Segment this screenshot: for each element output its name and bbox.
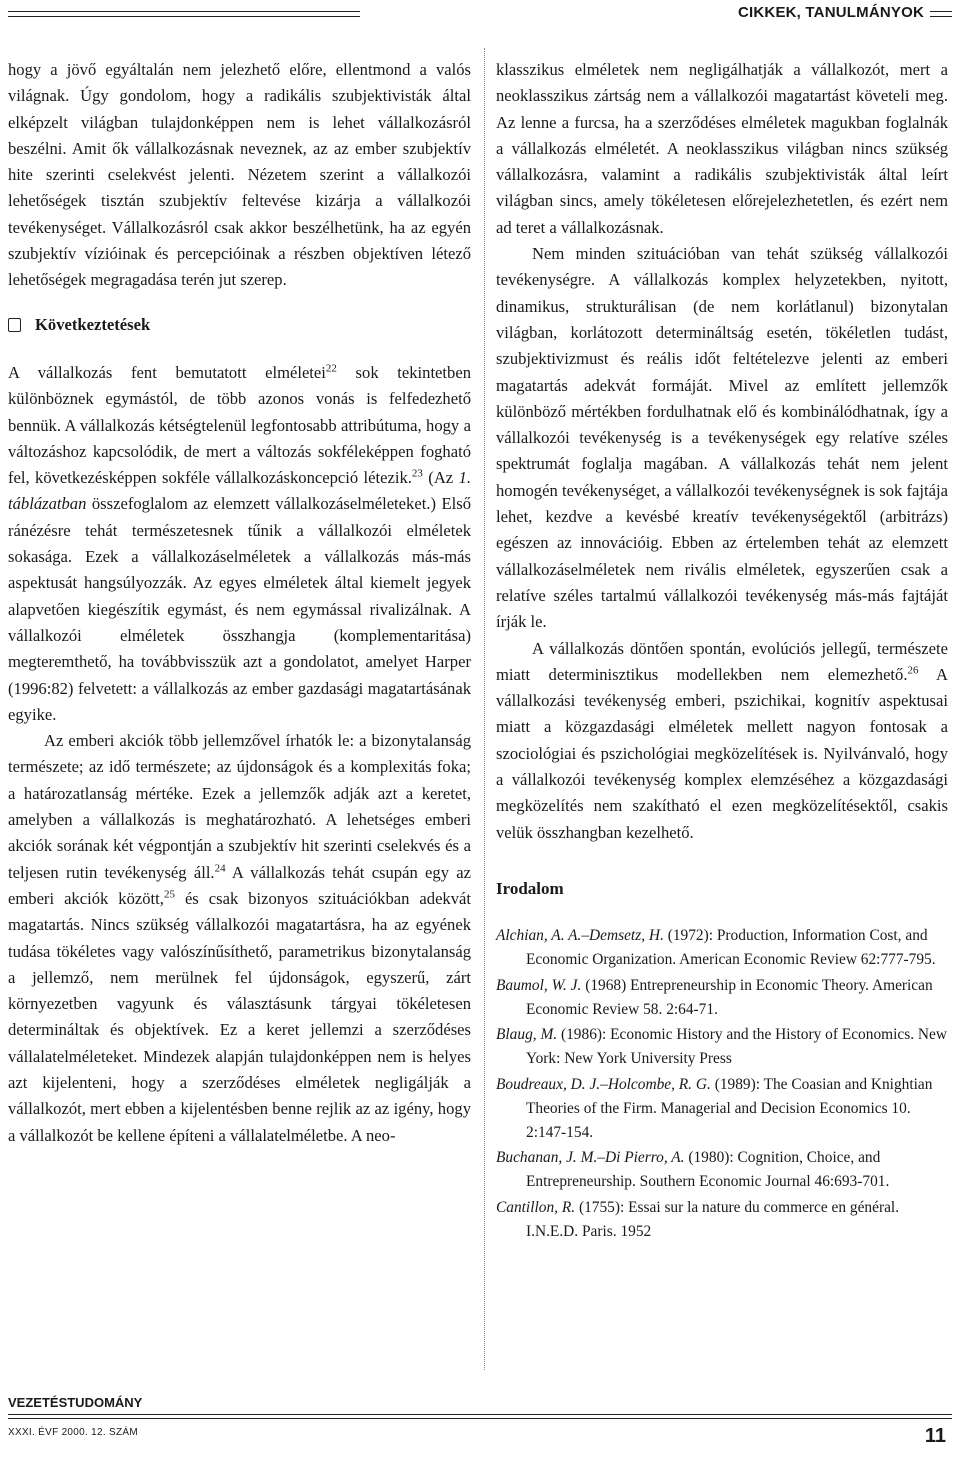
journal-name: VEZETÉSTUDOMÁNY: [8, 1395, 143, 1410]
paragraph: A vállalkozás fent bemutatott elméletei$^{22}$ sok tekintetben különböznek egymástól, de több azonos vonás is felfedezhető bennük. A vállalkozás kétségtelenül legfontosabb attribútuma, hogy a változáshoz kapcsolódik, de mert a változás sokféleképpen fogható fel, következésképpen sokféle vállalkozáskoncepció létezik.$^{23}$ (Az 1. táblázatban összefoglalom az elemzett vállalkozáselméleteket.) Első ránézésre tehát természetesnek tűnik a vállalkozói elméletek sokasága. Ezek a vállalkozáselméletek a vállalkozás más-más aspektusát hangsúlyozzák. Az egyes elméletek által kiemelt jegyek alapvetően kiegészítik egymást, és nem egymással rivalizálnak. A vállalkozói elméletek összhangja (komplementaritása) megteremthető, ha továbbvisszük azt a gondolatot, amelyet Harper (1996:82) felvetett: a vállalkozás az ember gazdasági magatartásának egyike.: [8, 362, 472, 724]
footnote-marker: 24: [214, 862, 226, 875]
page-footer: [8, 1395, 952, 1455]
reference-list: [496, 924, 948, 1243]
paragraph: hogy a jövő egyáltalán nem jelezhető előre, ellentmond a valós világnak. Úgy gondolom, hogy a radikális szubjektivisták által elképzelt világban tulajdonképpen nem is lehet vállalkozásról beszélni. Amit ők vállalkozásnak neveznek, az az ember szubjektív hite szerinti cselekvést jelenti. Nézetem szerint a vállalkozói lehetőségek tisztán szubjektív feltevése kizárja a vállalkozói tevékenységet. Vállalkozásról csak akkor beszélhetünk, ha az egyén szubjektív vízióinak és percepcióinak a részben objektíven létező lehetőségek megragadása terén jut szerep.: [8, 60, 471, 290]
right-column: [496, 57, 948, 1246]
issue-info: XXXI. ÉVF 2000. 12. SZÁM: [8, 1427, 139, 1438]
reference-item: Buchanan, J. M.–Di Pierro, A. (1980): Cognition, Choice, and Entrepreneurship. Southern Economic Journal 46:693-701.: [496, 1149, 890, 1191]
section-title-header: CIKKEK, TANULMÁNYOK: [737, 4, 924, 21]
left-column: [8, 57, 471, 1149]
reference-item: Alchian, A. A.–Demsetz, H. (1972): Production, Information Cost, and Economic Organization. American Economic Review 62:777-795.: [496, 927, 936, 968]
reference-item: Baumol, W. J. (1968) Entrepreneurship in Economic Theory. American Economic Review 58. 2:64-71.: [496, 976, 933, 1018]
column-divider: [484, 48, 485, 1370]
table-reference: 1. táblázatban: [8, 468, 472, 514]
footnote-marker: 25: [163, 888, 175, 901]
references-heading: Irodalom: [496, 878, 564, 898]
checkbox-bullet-icon: [8, 318, 21, 332]
footer-rule: [8, 1414, 952, 1419]
page-number: 11: [924, 1425, 946, 1447]
footnote-marker: 22: [325, 362, 337, 375]
footnote-marker: 26: [907, 664, 919, 677]
header-rule-left: [8, 11, 360, 17]
footnote-marker: 23: [411, 467, 423, 480]
paragraph: A vállalkozás döntően spontán, evolúciós jellegű, természete miatt determinisztikus modellekben nem elemezhető.$^{26}$ A vállalkozási tevékenység emberi, pszichikai, kognitív aspektusai miatt a közgazdasági elméletek mellett nagyon fontosak a szociológiai és pszichológiai megközelítések is. Nyilvánvaló, hogy a vállalkozói tevékenység komplex elemzéséhez a közgazdasági megközelítés nem szakítható el ezen megközelítésektől, csakis velük összhangban kezelhető.: [496, 638, 949, 842]
running-header: [8, 4, 952, 22]
paragraph: klasszikus elméletek nem negligálhatják a vállalkozót, mert a neoklasszikus zártság nem a vállalkozói magatartást követeli meg. Az lenne a furcsa, ha a szerződéses elméletek magukban foglalnák a vállalkozás elméletét. A neoklasszikus világban nincs szükség vállalkozásra, valamint a radikális szubjektivisták által leírt világban sincs, amely tökéletesen előrejelezhetetlen, és ezért nem ad teret a vállalkozásnak.: [496, 60, 948, 237]
section-heading: [8, 312, 471, 338]
header-rule-right: [930, 11, 952, 17]
reference-item: Boudreaux, D. J.–Holcombe, R. G. (1989): The Coasian and Knightian Theories of the Firm. Managerial and Decision Economics 10. 2:147-154.: [496, 1075, 933, 1141]
paragraph: Az emberi akciók több jellemzővel írhatók le: a bizonytalanság természete; az idő természete; az újdonságok és a komplexitás foka; a határozatlanság mértéke. Ezek a jellemzők adják azt a keretet, amelyben a vállalkozás is meghatározható. A lehetséges emberi akciók sorának két végpontján a szubjektív hit szerinti cselekvés és a teljesen rutin tevékenység áll.$^{24}$ A vállalkozás tehát csupán egy az emberi akciók között,$^{25}$ és csak bizonyos szituációkban adekvát magatartás. Nincs szükség vállalkozói magatartásra, ha az egyének tudása tökéletes vagy valószínűsíthető, parametrikus bizonytalanság a jellemző, nem merülnek fel újdonságok, egyszerű, zárt környezetben vagyunk és választásunk tárgyai tökéletesen determináltak és objektívek. Ez a keret jellemzi a szerződéses vállalatelméleteket. Mindezek alapján tulajdonképpen nem is helyes azt kijelenteni, hogy a szerződéses elméletek negligálják a vállalkozót, mert ebben a kijelentésben benne rejlik az az igény, hogy a vállalkozót be kellene építeni a vállalatelméletbe. A neo-: [8, 731, 471, 1145]
reference-item: Blaug, M. (1986): Economic History and the History of Economics. New York: New York University Press: [496, 1026, 947, 1068]
reference-item: Cantillon, R. (1755): Essai sur la nature du commerce en général. I.N.E.D. Paris. 1952: [496, 1198, 900, 1240]
section-heading-text: Következtetések: [35, 314, 151, 334]
paragraph: Nem minden szituációban van tehát szükség vállalkozói tevékenységre. A vállalkozás komplex helyzetekben, nyitott, dinamikus, strukturálisan (de nem korlátlanul) bizonytalan világban, korlátozott determináltság esetén, tökéletlen tudást, szubjektivizmust és reális időt feltételezve jelenti az emberi magatartás adekvát formáját. Mivel az említett jellemzők különböző mértékben fordulhatnak elő és kombinálódhatnak, így a vállalkozói tevékenység is a tevékenységek egy relatíve széles spektrumát foglalja magában. A vállalkozás tehát nem jelent homogén tevékenységet, a vállalkozói tevékenységnek is sok fajtája lehet, kezdve a kevésbé kreatív tevékenységektől (arbitrázs) egészen az innovációig. Ebben az értelemben tehát az elemzett vállalkozáselméletek nem rivális elméletek, egyszerűen csak a relatíve széles tartalmú vállalkozói tevékenység más-más fajtáját írják le.: [496, 244, 948, 632]
